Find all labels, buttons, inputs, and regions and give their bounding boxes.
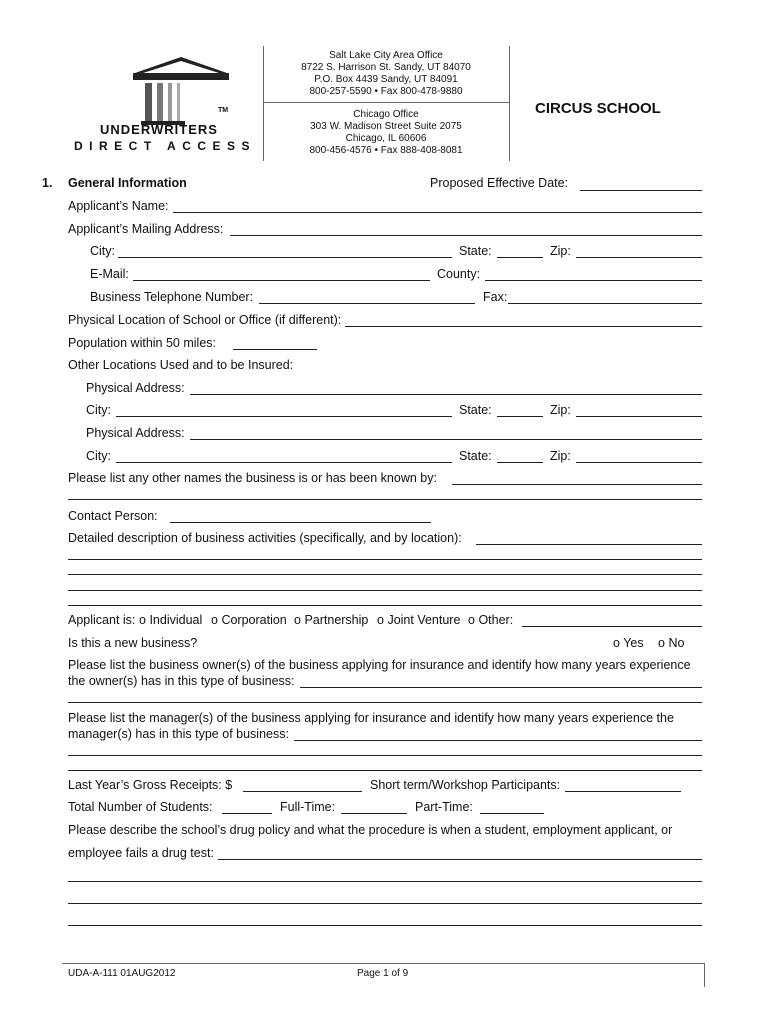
city-label: City: [90,244,115,258]
physical-location-label: Physical Location of School or Office (if different): [68,313,342,327]
physical-address-1-label: Physical Address: [86,381,185,395]
full-time-field[interactable] [341,813,407,814]
applicant-is-label: Applicant is: [68,613,136,627]
other-names-field[interactable] [452,484,702,485]
zip-3-label: Zip: [550,449,571,463]
company-logo [68,55,257,155]
effective-date-label: Proposed Effective Date: [430,176,569,190]
entity-other-field[interactable] [522,626,702,627]
radio-icon[interactable]: o [658,636,665,650]
email-field[interactable] [133,280,430,281]
yes-label: Yes [623,636,644,650]
drug-policy-field-line-3[interactable] [68,903,702,904]
zip-field[interactable] [576,257,702,258]
physical-address-2-field[interactable] [190,439,702,440]
managers-field-line-3[interactable] [68,770,702,771]
effective-date-field[interactable] [580,190,702,191]
entity-option-partnership[interactable] [294,613,368,627]
total-students-label: Total Number of Students: [68,800,213,814]
entity-option-label: Individual [149,613,203,627]
header-divider-middle [263,102,509,103]
entity-option-individual[interactable] [139,613,202,627]
description-field-line-5[interactable] [68,605,702,606]
drug-policy-field-line-4[interactable] [68,925,702,926]
header-divider-right [509,46,510,161]
zip-2-field[interactable] [576,416,702,417]
owners-label-line-2: the owner(s) has in this type of business: [68,674,295,688]
radio-icon[interactable]: o [294,613,301,627]
gross-receipts-field[interactable] [243,791,362,792]
other-locations-label: Other Locations Used and to be Insured: [68,358,294,372]
state-3-field[interactable] [497,462,543,463]
county-field[interactable] [485,280,702,281]
full-time-label: Full-Time: [280,800,336,814]
fax-field[interactable] [508,303,702,304]
contact-person-label: Contact Person: [68,509,158,523]
description-field-line-4[interactable] [68,590,702,591]
part-time-field[interactable] [480,813,544,814]
city-3-label: City: [86,449,111,463]
population-label: Population within 50 miles: [68,336,216,350]
logo-line-underwriters: UNDERWRITERS [100,122,218,137]
entity-option-label: Other: [478,613,514,627]
gross-receipts-label: Last Year’s Gross Receipts: $ [68,778,233,792]
description-field-line-3[interactable] [68,574,702,575]
drug-policy-field[interactable] [218,859,702,860]
entity-option-label: Corporation [221,613,287,627]
form-id: UDA-A-111 01AUG2012 [68,968,176,979]
mailing-address-label: Applicant’s Mailing Address: [68,222,224,236]
contact-person-field[interactable] [170,522,431,523]
section-number: 1. [42,176,53,190]
footer-divider-right [704,963,705,987]
zip-2-label: Zip: [550,403,571,417]
business-phone-field[interactable] [259,303,475,304]
chicago-office-street: 303 W. Madison Street Suite 2075 [310,121,462,132]
slc-office-pobox: P.O. Box 4439 Sandy, UT 84091 [314,74,458,85]
slc-office-street: 8722 S. Harrison St. Sandy, UT 84070 [301,62,471,73]
managers-field-line-2[interactable] [68,755,702,756]
chicago-office-city: Chicago, IL 60606 [345,133,427,144]
entity-option-other[interactable] [468,613,513,627]
radio-icon[interactable]: o [613,636,620,650]
other-names-field-line-2[interactable] [68,499,702,500]
email-label: E-Mail: [90,267,129,281]
radio-icon[interactable]: o [377,613,384,627]
new-business-yes[interactable] [613,636,644,650]
zip-3-field[interactable] [576,462,702,463]
city-2-field[interactable] [116,416,452,417]
city-3-field[interactable] [116,462,452,463]
form-title: CIRCUS SCHOOL [535,100,661,117]
description-field-line-2[interactable] [68,559,702,560]
physical-address-1-field[interactable] [190,394,702,395]
drug-policy-label-line-2: employee fails a drug test: [68,846,214,860]
total-students-field[interactable] [222,813,272,814]
business-phone-label: Business Telephone Number: [90,290,254,304]
state-3-label: State: [459,449,492,463]
fax-label: Fax: [483,290,508,304]
managers-label-line-1: Please list the manager(s) of the business applying for insurance and identify how many years experience the [68,711,674,725]
physical-location-field[interactable] [345,326,702,327]
page-number: Page 1 of 9 [357,968,409,979]
pillars-logo-icon [123,55,243,127]
section-title: General Information [68,176,187,190]
drug-policy-label-line-1: Please describe the school’s drug policy and what the procedure is when a student, employment applicant, or [68,823,673,837]
radio-icon[interactable]: o [211,613,218,627]
chicago-office-phone: 800-456-4576 • Fax 888-408-8081 [309,145,463,156]
entity-option-joint-venture[interactable] [377,613,460,627]
population-field[interactable] [233,349,317,350]
mailing-address-field[interactable] [230,235,702,236]
state-field[interactable] [497,257,543,258]
owners-field-line-2[interactable] [68,702,702,703]
zip-label: Zip: [550,244,571,258]
trademark-mark: TM [218,107,229,114]
owners-field[interactable] [300,687,702,688]
part-time-label: Part-Time: [415,800,473,814]
new-business-label: Is this a new business? [68,636,198,650]
managers-label-line-2: manager(s) has in this type of business: [68,727,289,741]
slc-office-phone: 800-257-5590 • Fax 800-478-9880 [309,86,463,97]
slc-office-block [263,50,509,98]
other-names-label: Please list any other names the business is or has been known by: [68,471,437,485]
managers-field[interactable] [294,740,702,741]
no-label: No [668,636,685,650]
short-term-field[interactable] [565,791,681,792]
description-field[interactable] [476,544,702,545]
entity-option-label: Partnership [304,613,369,627]
radio-icon[interactable]: o [139,613,146,627]
owners-label-line-1: Please list the business owner(s) of the business applying for insurance and identify how many years experience [68,658,691,672]
slc-office-name: Salt Lake City Area Office [329,50,443,61]
applicant-name-label: Applicant’s Name: [68,199,169,213]
chicago-office-name: Chicago Office [353,109,419,120]
radio-icon[interactable]: o [468,613,475,627]
city-field[interactable] [118,257,452,258]
footer-divider [62,963,704,964]
drug-policy-field-line-2[interactable] [68,881,702,882]
state-label: State: [459,244,492,258]
applicant-name-field[interactable] [173,212,702,213]
description-label: Detailed description of business activities (specifically, and by location): [68,531,462,545]
new-business-no[interactable] [658,636,684,650]
logo-line-direct-access: DIRECT ACCESS [74,139,257,153]
city-2-label: City: [86,403,111,417]
state-2-field[interactable] [497,416,543,417]
entity-option-label: Joint Venture [387,613,461,627]
county-label: County: [437,267,481,281]
chicago-office-block [263,109,509,157]
entity-option-corporation[interactable] [211,613,287,627]
short-term-label: Short term/Workshop Participants: [370,778,561,792]
physical-address-2-label: Physical Address: [86,426,185,440]
state-2-label: State: [459,403,492,417]
